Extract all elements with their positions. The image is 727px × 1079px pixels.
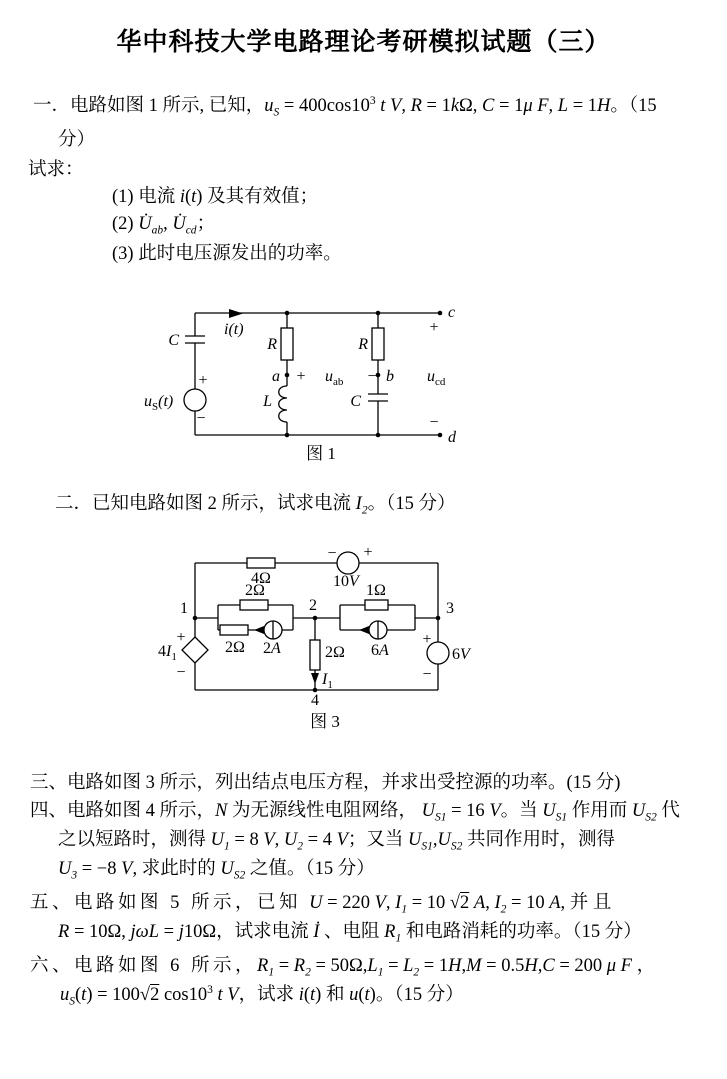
voltage-source-10v — [337, 552, 359, 574]
question-1-ask: 试求： — [28, 160, 84, 180]
source-minus-sign: − — [196, 410, 206, 427]
source-label: $u_S(t)$ — [144, 393, 174, 413]
resistor-2ohm-bottom — [220, 625, 248, 635]
figure-1-caption: 图 1 — [306, 444, 336, 463]
inductor — [279, 386, 287, 422]
current-source-2a — [254, 621, 282, 639]
uab-minus-sign: − — [367, 368, 377, 385]
resistor-2ohm-top — [240, 600, 268, 610]
capacitor-right — [368, 394, 388, 401]
resistor-2ohm-mid — [310, 640, 320, 670]
resistor-right-label: R — [358, 336, 368, 353]
current-source-6a — [359, 621, 387, 639]
terminal-c-plus-sign: + — [429, 319, 439, 336]
figure-3-circuit — [155, 540, 575, 735]
terminal-d-minus-sign: − — [429, 414, 439, 431]
question-5-line-1: 五、电路如图 5 所示，已知 U = 220 V, $I_1 = 10$ √2 A, $I_2 = 10$ A, 并 且 — [30, 893, 612, 916]
page-title: 华中科技大学电路理论考研模拟试题（三） — [116, 28, 611, 56]
dependent-source-label: $4I_1$ — [158, 643, 177, 663]
uab-plus-sign: + — [296, 368, 306, 385]
figure-3-caption: 图 3 — [310, 712, 340, 731]
inductor-label: L — [263, 393, 272, 410]
source-10v-plus-sign: + — [363, 544, 373, 561]
source-6v-minus-sign: − — [422, 666, 432, 683]
figure-1-circuit — [140, 296, 540, 468]
question-4-line-1: 四、电路如图 4 所示，N 为无源线性电阻网络， $U_{S1} = 16$ V。当 $U_{S1}$ 作用而 $U_{S2}$ 代 — [30, 801, 680, 824]
source-10v-label: 10V — [333, 573, 359, 590]
resistor-2ohm-mid-label: 2Ω — [325, 644, 345, 661]
current-arrow — [229, 309, 243, 318]
capacitor-right-label: C — [350, 393, 361, 410]
question-1-item-3: (3) 此时电压源发出的功率。 — [112, 244, 342, 264]
question-3: 三、电路如图 3 所示，列出结点电压方程，并求出受控源的功率。(15 分) — [30, 773, 621, 793]
question-5-line-2: R = 10Ω, jωL = j10Ω，试求电流 İ 、电阻 $R_1$ 和电路消耗的功率。（15 分） — [58, 922, 642, 945]
source-10v-minus-sign: − — [327, 545, 337, 562]
question-1-line-1: 一．电路如图 1 所示, 已知，$u_S = 400\cos 10^3$ t V, R = 1kΩ, C = 1μ F, L = 1H。（15 — [33, 94, 657, 119]
i1-current-label: $I_1$ — [322, 671, 333, 691]
node-1-label: 1 — [180, 600, 188, 617]
node-a-label: a — [272, 368, 280, 385]
terminal-c-label: c — [448, 304, 456, 321]
current-label: i(t) — [224, 321, 244, 338]
question-6-line-1: 六、电路如图 6 所示，$R_1 = R_2 = 50\Omega,L_1 = L_2 = 1H,M = 0.5H,C = 200$ μ F ， — [30, 956, 656, 979]
source-plus-sign: + — [198, 372, 208, 389]
ucd-label: $u_{cd}$ — [427, 368, 446, 388]
question-1-item-2: (2) $U̇_{ab}$, $U̇_{cd}$； — [112, 214, 216, 237]
resistor-1ohm-label: 1Ω — [366, 582, 386, 599]
node-3-label: 3 — [446, 600, 454, 617]
question-4-line-2: 之以短路时，测得 $U_1 = 8$ V, $U_2 = 4$ V；又当 $U_{S1},U_{S2}$ 共同作用时，测得 — [58, 830, 616, 853]
question-4-line-3: $U_3 = -8$ V, 求此时的 $U_{S2}$ 之值。（15 分） — [58, 859, 375, 882]
source-6v-plus-sign: + — [422, 631, 432, 648]
question-6-line-2: $u_S(t) = 100√2$ $\cos 10^3$ t V，试求 i(t) 和 u(t)。（15 分） — [60, 983, 464, 1008]
current-source-2a-label: 2A — [263, 640, 281, 657]
node-2-label: 2 — [309, 597, 317, 614]
capacitor-left — [185, 336, 205, 343]
dependent-source — [182, 637, 208, 663]
i1-arrow — [311, 673, 319, 684]
voltage-source — [184, 389, 206, 411]
current-source-6a-label: 6A — [371, 642, 389, 659]
resistor-2ohm-bottom-label: 2Ω — [225, 639, 245, 656]
capacitor-left-label: C — [168, 332, 179, 349]
resistor-right — [372, 328, 384, 360]
resistor-mid — [281, 328, 293, 360]
uab-label: $u_{ab}$ — [325, 368, 344, 388]
question-1-line-2: 分） — [58, 130, 96, 150]
source-6v-label: 6V — [452, 646, 470, 663]
resistor-1ohm — [365, 600, 388, 610]
node-b-label: b — [386, 368, 394, 385]
resistor-4ohm-label: 4Ω — [251, 570, 271, 587]
question-2: 二．已知电路如图 2 所示，试求电流 $I_2$。（15 分） — [55, 494, 456, 517]
question-1-item-1: (1) 电流 i(t) 及其有效值； — [112, 187, 319, 207]
terminal-d-label: d — [448, 429, 456, 446]
resistor-mid-label: R — [267, 336, 277, 353]
node-dots — [285, 311, 443, 438]
node-4-label: 4 — [311, 692, 319, 709]
resistor-4ohm — [247, 558, 275, 568]
resistor-2ohm-top-label: 2Ω — [245, 582, 265, 599]
dependent-source-minus-sign: − — [176, 664, 186, 681]
dependent-source-plus-sign: + — [176, 629, 186, 646]
